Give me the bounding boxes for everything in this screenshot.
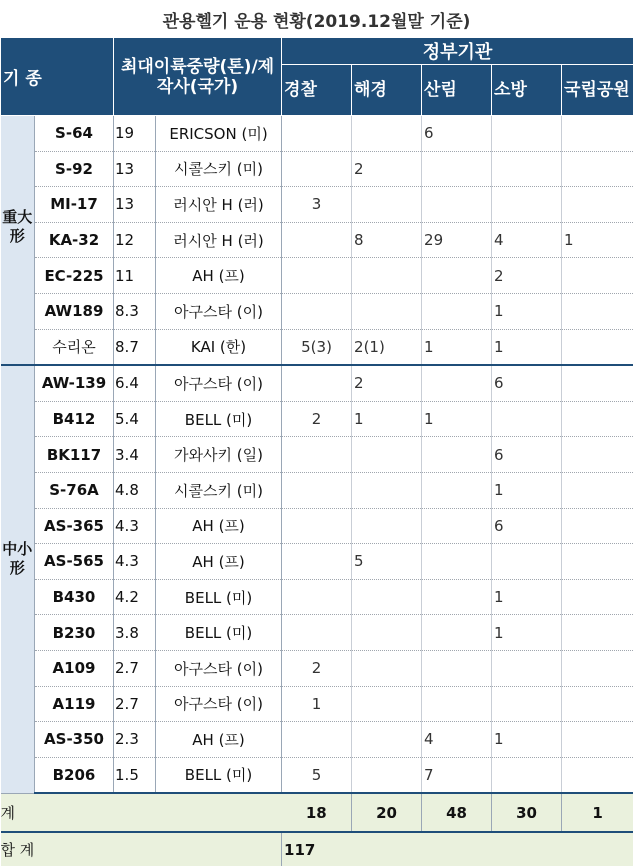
category-label: 中小形 xyxy=(1,365,35,793)
manufacturer-cell: BELL (미) xyxy=(156,401,282,437)
count-cell-agency-1 xyxy=(352,472,422,508)
table-row xyxy=(1,544,633,580)
count-cell-agency-2 xyxy=(422,187,492,223)
subtotal-agency-1: 20 xyxy=(352,793,422,832)
count-cell-agency-4 xyxy=(562,579,633,615)
table-row xyxy=(1,329,633,365)
count-cell-agency-0: 1 xyxy=(282,686,352,722)
model-cell: A109 xyxy=(35,650,114,686)
model-cell: S-92 xyxy=(35,151,114,187)
model-cell: S-64 xyxy=(35,116,114,152)
grand-total-value: 117 xyxy=(282,832,633,866)
table-row xyxy=(1,686,633,722)
table-row xyxy=(1,401,633,437)
manufacturer-cell: 아구스타 (이) xyxy=(156,365,282,401)
count-cell-agency-0 xyxy=(282,472,352,508)
count-cell-agency-1: 8 xyxy=(352,222,422,258)
max-takeoff-weight-cell: 2.3 xyxy=(114,722,156,758)
count-cell-agency-3 xyxy=(492,757,562,793)
count-cell-agency-0 xyxy=(282,151,352,187)
count-cell-agency-0 xyxy=(282,579,352,615)
count-cell-agency-1 xyxy=(352,757,422,793)
table-row xyxy=(1,116,633,152)
manufacturer-cell: 러시안 H (러) xyxy=(156,222,282,258)
max-takeoff-weight-cell: 4.8 xyxy=(114,472,156,508)
table-row xyxy=(1,757,633,793)
count-cell-agency-3 xyxy=(492,187,562,223)
table-row xyxy=(1,187,633,223)
count-cell-agency-1 xyxy=(352,508,422,544)
count-cell-agency-2: 6 xyxy=(422,116,492,152)
model-cell: B206 xyxy=(35,757,114,793)
count-cell-agency-2 xyxy=(422,686,492,722)
max-takeoff-weight-cell: 4.2 xyxy=(114,579,156,615)
max-takeoff-weight-cell: 13 xyxy=(114,151,156,187)
count-cell-agency-0 xyxy=(282,722,352,758)
count-cell-agency-4 xyxy=(562,508,633,544)
grand-total-label: 합 계 xyxy=(1,832,282,866)
count-cell-agency-4 xyxy=(562,329,633,365)
model-cell: KA-32 xyxy=(35,222,114,258)
table-row xyxy=(1,579,633,615)
count-cell-agency-1 xyxy=(352,579,422,615)
count-cell-agency-3: 1 xyxy=(492,329,562,365)
table-row xyxy=(1,365,633,401)
count-cell-agency-0: 5(3) xyxy=(282,329,352,365)
manufacturer-cell: AH (프) xyxy=(156,722,282,758)
max-takeoff-weight-cell: 8.7 xyxy=(114,329,156,365)
count-cell-agency-2 xyxy=(422,258,492,294)
count-cell-agency-0 xyxy=(282,437,352,473)
count-cell-agency-2 xyxy=(422,615,492,651)
count-cell-agency-4 xyxy=(562,401,633,437)
subtotal-agency-4: 1 xyxy=(562,793,633,832)
max-takeoff-weight-cell: 4.3 xyxy=(114,544,156,580)
count-cell-agency-2 xyxy=(422,579,492,615)
count-cell-agency-1 xyxy=(352,116,422,152)
count-cell-agency-4 xyxy=(562,293,633,329)
category-label: 重大形 xyxy=(1,116,35,366)
count-cell-agency-1: 2 xyxy=(352,365,422,401)
count-cell-agency-3 xyxy=(492,401,562,437)
max-takeoff-weight-cell: 5.4 xyxy=(114,401,156,437)
count-cell-agency-4 xyxy=(562,472,633,508)
count-cell-agency-3: 1 xyxy=(492,579,562,615)
table-row xyxy=(1,722,633,758)
count-cell-agency-4 xyxy=(562,187,633,223)
model-cell: AW189 xyxy=(35,293,114,329)
model-cell: EC-225 xyxy=(35,258,114,294)
model-cell: B430 xyxy=(35,579,114,615)
count-cell-agency-0 xyxy=(282,544,352,580)
manufacturer-cell: 러시안 H (러) xyxy=(156,187,282,223)
model-cell: AS-350 xyxy=(35,722,114,758)
manufacturer-cell: 가와사키 (일) xyxy=(156,437,282,473)
count-cell-agency-3 xyxy=(492,151,562,187)
count-cell-agency-1: 1 xyxy=(352,401,422,437)
count-cell-agency-3: 1 xyxy=(492,472,562,508)
count-cell-agency-1 xyxy=(352,615,422,651)
header-agency-1: 해경 xyxy=(352,65,422,116)
max-takeoff-weight-cell: 8.3 xyxy=(114,293,156,329)
count-cell-agency-3 xyxy=(492,686,562,722)
manufacturer-cell: 아구스타 (이) xyxy=(156,293,282,329)
count-cell-agency-1: 2 xyxy=(352,151,422,187)
count-cell-agency-2 xyxy=(422,472,492,508)
count-cell-agency-0: 3 xyxy=(282,187,352,223)
max-takeoff-weight-cell: 11 xyxy=(114,258,156,294)
manufacturer-cell: BELL (미) xyxy=(156,615,282,651)
max-takeoff-weight-cell: 3.8 xyxy=(114,615,156,651)
header-agency-0: 경찰 xyxy=(282,65,352,116)
table-row xyxy=(1,508,633,544)
count-cell-agency-4 xyxy=(562,686,633,722)
count-cell-agency-0 xyxy=(282,365,352,401)
table-row xyxy=(1,650,633,686)
count-cell-agency-2: 7 xyxy=(422,757,492,793)
table-row xyxy=(1,293,633,329)
manufacturer-cell: AH (프) xyxy=(156,258,282,294)
count-cell-agency-1 xyxy=(352,258,422,294)
table-row xyxy=(1,222,633,258)
count-cell-agency-0 xyxy=(282,258,352,294)
count-cell-agency-0 xyxy=(282,293,352,329)
max-takeoff-weight-cell: 2.7 xyxy=(114,650,156,686)
count-cell-agency-1 xyxy=(352,437,422,473)
count-cell-agency-2: 1 xyxy=(422,401,492,437)
model-cell: B230 xyxy=(35,615,114,651)
count-cell-agency-2 xyxy=(422,293,492,329)
model-cell: A119 xyxy=(35,686,114,722)
table-row xyxy=(1,615,633,651)
count-cell-agency-3: 1 xyxy=(492,615,562,651)
manufacturer-cell: 아구스타 (이) xyxy=(156,686,282,722)
count-cell-agency-0: 2 xyxy=(282,650,352,686)
count-cell-agency-3: 6 xyxy=(492,365,562,401)
table-row xyxy=(1,258,633,294)
page-title: 관용헬기 운용 현황(2019.12월말 기준) xyxy=(0,0,633,36)
model-cell: 수리온 xyxy=(35,329,114,365)
count-cell-agency-1: 2(1) xyxy=(352,329,422,365)
model-cell: S-76A xyxy=(35,472,114,508)
count-cell-agency-0 xyxy=(282,222,352,258)
count-cell-agency-3: 2 xyxy=(492,258,562,294)
header-agency-4: 국립공원 xyxy=(562,65,633,116)
count-cell-agency-3 xyxy=(492,650,562,686)
count-cell-agency-2: 29 xyxy=(422,222,492,258)
manufacturer-cell: 시콜스키 (미) xyxy=(156,472,282,508)
manufacturer-cell: BELL (미) xyxy=(156,579,282,615)
count-cell-agency-3 xyxy=(492,544,562,580)
count-cell-agency-3: 1 xyxy=(492,293,562,329)
subtotal-label: 계 xyxy=(1,793,282,832)
subtotal-agency-2: 48 xyxy=(422,793,492,832)
table-row xyxy=(1,151,633,187)
header-agency-3: 소방 xyxy=(492,65,562,116)
model-cell: AS-365 xyxy=(35,508,114,544)
max-takeoff-weight-cell: 4.3 xyxy=(114,508,156,544)
count-cell-agency-4 xyxy=(562,151,633,187)
count-cell-agency-1 xyxy=(352,722,422,758)
count-cell-agency-2 xyxy=(422,650,492,686)
max-takeoff-weight-cell: 12 xyxy=(114,222,156,258)
header-lift-maker xyxy=(114,38,282,116)
model-cell: B412 xyxy=(35,401,114,437)
count-cell-agency-1 xyxy=(352,686,422,722)
count-cell-agency-1 xyxy=(352,187,422,223)
subtotal-agency-3: 30 xyxy=(492,793,562,832)
manufacturer-cell: AH (프) xyxy=(156,544,282,580)
subtotal-row xyxy=(1,793,633,832)
count-cell-agency-0: 5 xyxy=(282,757,352,793)
count-cell-agency-2: 1 xyxy=(422,329,492,365)
header-lift-maker-text: 최대이륙중량(톤)/제작사(국가) xyxy=(121,57,274,97)
count-cell-agency-2 xyxy=(422,151,492,187)
max-takeoff-weight-cell: 3.4 xyxy=(114,437,156,473)
header-government-agencies: 정부기관 xyxy=(282,38,633,65)
header-aircraft-type: 기 종 xyxy=(1,38,114,116)
count-cell-agency-4 xyxy=(562,258,633,294)
count-cell-agency-4 xyxy=(562,544,633,580)
count-cell-agency-0: 2 xyxy=(282,401,352,437)
count-cell-agency-2 xyxy=(422,508,492,544)
model-cell: BK117 xyxy=(35,437,114,473)
count-cell-agency-1: 5 xyxy=(352,544,422,580)
helicopter-table xyxy=(0,37,633,866)
max-takeoff-weight-cell: 1.5 xyxy=(114,757,156,793)
header-agency-2: 산림 xyxy=(422,65,492,116)
count-cell-agency-0 xyxy=(282,116,352,152)
count-cell-agency-3: 1 xyxy=(492,722,562,758)
count-cell-agency-4 xyxy=(562,116,633,152)
max-takeoff-weight-cell: 13 xyxy=(114,187,156,223)
max-takeoff-weight-cell: 6.4 xyxy=(114,365,156,401)
count-cell-agency-4 xyxy=(562,437,633,473)
table-row xyxy=(1,472,633,508)
manufacturer-cell: BELL (미) xyxy=(156,757,282,793)
model-cell: AS-565 xyxy=(35,544,114,580)
count-cell-agency-3: 6 xyxy=(492,437,562,473)
count-cell-agency-2 xyxy=(422,544,492,580)
count-cell-agency-3: 6 xyxy=(492,508,562,544)
count-cell-agency-1 xyxy=(352,650,422,686)
count-cell-agency-4 xyxy=(562,365,633,401)
count-cell-agency-0 xyxy=(282,508,352,544)
manufacturer-cell: 시콜스키 (미) xyxy=(156,151,282,187)
manufacturer-cell: KAI (한) xyxy=(156,329,282,365)
table-row xyxy=(1,437,633,473)
manufacturer-cell: 아구스타 (이) xyxy=(156,650,282,686)
model-cell: AW-139 xyxy=(35,365,114,401)
count-cell-agency-2: 4 xyxy=(422,722,492,758)
model-cell: MI-17 xyxy=(35,187,114,223)
max-takeoff-weight-cell: 2.7 xyxy=(114,686,156,722)
count-cell-agency-4 xyxy=(562,615,633,651)
max-takeoff-weight-cell: 19 xyxy=(114,116,156,152)
count-cell-agency-2 xyxy=(422,365,492,401)
count-cell-agency-4 xyxy=(562,722,633,758)
count-cell-agency-4: 1 xyxy=(562,222,633,258)
count-cell-agency-3 xyxy=(492,116,562,152)
count-cell-agency-0 xyxy=(282,615,352,651)
count-cell-agency-2 xyxy=(422,437,492,473)
count-cell-agency-4 xyxy=(562,650,633,686)
count-cell-agency-4 xyxy=(562,757,633,793)
subtotal-agency-0: 18 xyxy=(282,793,352,832)
manufacturer-cell: AH (프) xyxy=(156,508,282,544)
count-cell-agency-1 xyxy=(352,293,422,329)
manufacturer-cell: ERICSON (미) xyxy=(156,116,282,152)
count-cell-agency-3: 4 xyxy=(492,222,562,258)
